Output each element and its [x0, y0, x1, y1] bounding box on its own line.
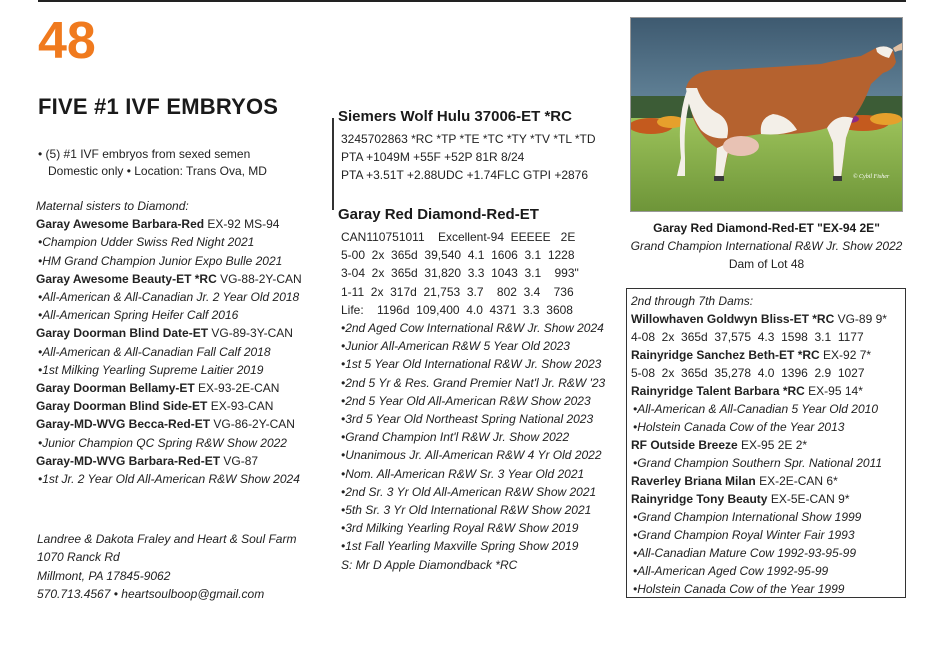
ancestor-score: EX-95 2E 2* — [737, 438, 808, 452]
dam-achievement: •Nom. All-American R&W Sr. 3 Year Old 2021 — [341, 466, 585, 481]
ancestor-record: 5-08 2x 365d 35,278 4.0 1396 2.9 1027 — [631, 366, 865, 380]
dam-achievement: •1st Fall Yearling Maxville Spring Show 2019 — [341, 539, 579, 554]
sire-name: Siemers Wolf Hulu 37006-ET *RC — [338, 108, 572, 125]
sister-achievement: •All-American & All-Canadian Fall Calf 2018 — [38, 344, 271, 359]
ancestor-achievement: •Grand Champion Royal Winter Fair 1993 — [633, 528, 855, 542]
sister-score: VG-87 — [220, 453, 259, 468]
sister-name: Garay Awesome Beauty-ET *RC — [36, 271, 217, 286]
sire-line: 3245702863 *RC *TP *TE *TC *TY *TV *TL *TD — [341, 132, 596, 146]
sister-score: VG-89-3Y-CAN — [208, 326, 293, 341]
sister-entry — [36, 270, 326, 288]
dam-record-line: 3-04 2x 365d 31,820 3.3 1043 3.1 993" — [341, 266, 579, 281]
sire-line: PTA +3.51T +2.88UDC +1.74FLC GTPI +2876 — [341, 168, 589, 182]
top-rule — [38, 0, 906, 2]
dam-ancestor — [631, 346, 901, 364]
photo-caption-dam-of: Dam of Lot 48 — [728, 257, 805, 271]
sister-name: Garay-MD-WVG Barbara-Red-ET — [36, 453, 221, 468]
ancestor-achievement: •Grand Champion International Show 1999 — [633, 510, 862, 524]
phone-email: 570.713.4567 • heartsoulboop@gmail.com — [37, 586, 265, 601]
cow-illustration — [631, 18, 903, 212]
cow-photo — [630, 17, 903, 212]
maternal-sisters — [36, 197, 326, 488]
sire-line: PTA +1049M +55F +52P 81R 8/24 — [341, 150, 525, 164]
offer-line: • (5) #1 IVF embryos from sexed semen — [38, 147, 251, 161]
ancestor-name: Willowhaven Goldwyn Bliss-ET *RC — [631, 312, 835, 326]
dam-ancestor — [631, 382, 901, 400]
sister-achievement: •HM Grand Champion Junior Expo Bulle 2021 — [38, 253, 283, 268]
ancestor-achievement: •Grand Champion Southern Spr. National 2011 — [633, 456, 883, 470]
sister-entry — [36, 324, 326, 342]
dam-record-line: Life: 1196d 109,400 4.0 4371 3.3 3608 — [341, 302, 573, 317]
dam-achievement: •3rd Milking Yearling Royal R&W Show 2019 — [341, 521, 579, 536]
sire-divider — [332, 118, 334, 210]
sister-name: Garay Doorman Blind Date-ET — [36, 326, 209, 341]
dam-achievement: •Junior All-American R&W 5 Year Old 2023 — [341, 339, 570, 354]
dam-achievement: •3rd 5 Year Old Northeast Spring National 2023 — [341, 412, 594, 427]
sister-achievement: •All-American Spring Heifer Calf 2016 — [38, 308, 239, 323]
dam-ancestor — [631, 310, 901, 328]
sister-entry — [36, 379, 326, 397]
contact-block — [37, 530, 296, 603]
sister-achievement: •Champion Udder Swiss Red Night 2021 — [38, 235, 255, 250]
sister-name: Garay Doorman Blind Side-ET — [36, 399, 208, 414]
sister-score: VG-88-2Y-CAN — [216, 271, 302, 286]
dams-heading: 2nd through 7th Dams: — [631, 294, 754, 308]
ancestor-achievement: •All-American Aged Cow 1992-95-99 — [633, 564, 829, 578]
sister-name: Garay Awesome Barbara-Red — [36, 217, 205, 232]
dam-achievement: •1st 5 Year Old International R&W Jr. Show 2023 — [341, 357, 602, 372]
address-street: 1070 Ranck Rd — [37, 550, 120, 565]
consignor-name: Landree & Dakota Fraley and Heart & Soul Farm — [37, 532, 297, 546]
dam-achievement: S: Mr D Apple Diamondback *RC — [341, 557, 518, 572]
dam-record-line: CAN110751011 Excellent-94 EEEEE 2E — [341, 230, 576, 244]
dam-achievement: •Grand Champion Int'l R&W Jr. Show 2022 — [341, 430, 570, 445]
sister-entry — [36, 397, 326, 415]
dam-achievement: •Unanimous Jr. All-American R&W 4 Yr Old 2022 — [341, 448, 602, 463]
ancestor-name: RF Outside Breeze — [631, 438, 738, 452]
dam-record-line: 5-00 2x 365d 39,540 4.1 1606 3.1 1228 — [341, 248, 575, 263]
dam-name: Garay Red Diamond-Red-ET — [338, 206, 539, 223]
sister-score: EX-93-CAN — [207, 399, 274, 414]
ancestor-name: Raverley Briana Milan — [631, 474, 756, 488]
lot-number: 48 — [38, 12, 96, 70]
sisters-list — [36, 215, 326, 488]
sister-score: EX-92 MS-94 — [204, 217, 280, 232]
sister-entry — [36, 452, 326, 470]
ancestor-record: 4-08 2x 365d 37,575 4.3 1598 3.1 1177 — [631, 330, 864, 344]
dam-record-line: 1-11 2x 317d 21,753 3.7 802 3.4 736 — [341, 284, 574, 299]
sister-score: VG-86-2Y-CAN — [210, 417, 295, 432]
ancestor-score: VG-89 9* — [834, 312, 887, 326]
dam-achievements — [341, 319, 605, 574]
ancestor-name: Rainyridge Talent Barbara *RC — [631, 384, 805, 398]
ancestor-achievement: •All-Canadian Mature Cow 1992-93-95-99 — [633, 546, 856, 560]
sister-achievement: •All-American & All-Canadian Jr. 2 Year Old 2018 — [38, 290, 300, 305]
photographer-credit: © Cybil Fisher — [853, 174, 890, 180]
ancestor-score: EX-92 7* — [819, 348, 872, 362]
sister-achievement: •1st Jr. 2 Year Old All-American R&W Show 2024 — [38, 472, 300, 487]
maternal-heading: Maternal sisters to Diamond: — [36, 199, 189, 213]
page-heading: FIVE #1 IVF EMBRYOS — [38, 94, 279, 119]
dam-ancestor — [631, 436, 901, 454]
sister-name: Garay-MD-WVG Becca-Red-ET — [36, 417, 211, 432]
offer-line: Domestic only • Location: Trans Ova, MD — [48, 164, 267, 178]
dam-achievement: •2nd Sr. 3 Yr Old All-American R&W Show 2021 — [341, 484, 597, 499]
dam-achievement: •2nd 5 Yr & Res. Grand Premier Nat'l Jr. R&W '23 — [341, 375, 606, 390]
dam-achievement: •2nd Aged Cow International R&W Jr. Show 2024 — [341, 321, 604, 335]
offer-details — [38, 146, 267, 180]
dam-ancestor — [631, 490, 901, 508]
sister-name: Garay Doorman Bellamy-ET — [36, 381, 195, 396]
ancestor-score: EX-5E-CAN 9* — [767, 492, 850, 506]
ancestor-achievement: •Holstein Canada Cow of the Year 2013 — [633, 420, 845, 434]
sire-details — [341, 130, 596, 184]
dams-box — [626, 288, 906, 598]
dam-ancestor — [631, 472, 901, 490]
sister-entry — [36, 415, 326, 433]
ancestor-name: Rainyridge Tony Beauty — [631, 492, 768, 506]
sister-achievement: •1st Milking Yearling Supreme Laitier 2019 — [38, 362, 264, 377]
ancestor-achievement: •All-American & All-Canadian 5 Year Old 2010 — [633, 402, 878, 416]
sister-achievement: •Junior Champion QC Spring R&W Show 2022 — [38, 435, 287, 450]
ancestor-achievement: •Holstein Canada Cow of the Year 1999 — [633, 582, 845, 596]
sister-entry — [36, 215, 326, 233]
photo-caption-subtitle: Grand Champion International R&W Jr. Show 2022 — [630, 239, 903, 253]
dam-achievement: •2nd 5 Year Old All-American R&W Show 2023 — [341, 393, 591, 408]
dams-list — [631, 310, 901, 598]
ancestor-score: EX-2E-CAN 6* — [755, 474, 838, 488]
ancestor-name: Rainyridge Sanchez Beth-ET *RC — [631, 348, 820, 362]
ancestor-score: EX-95 14* — [804, 384, 863, 398]
sister-score: EX-93-2E-CAN — [194, 381, 280, 396]
dam-achievement: •5th Sr. 3 Yr Old International R&W Show 2021 — [341, 503, 592, 518]
dam-records — [341, 228, 579, 319]
address-city: Millmont, PA 17845-9062 — [37, 568, 171, 583]
photo-caption-title: Garay Red Diamond-Red-ET "EX-94 2E" — [653, 221, 880, 235]
